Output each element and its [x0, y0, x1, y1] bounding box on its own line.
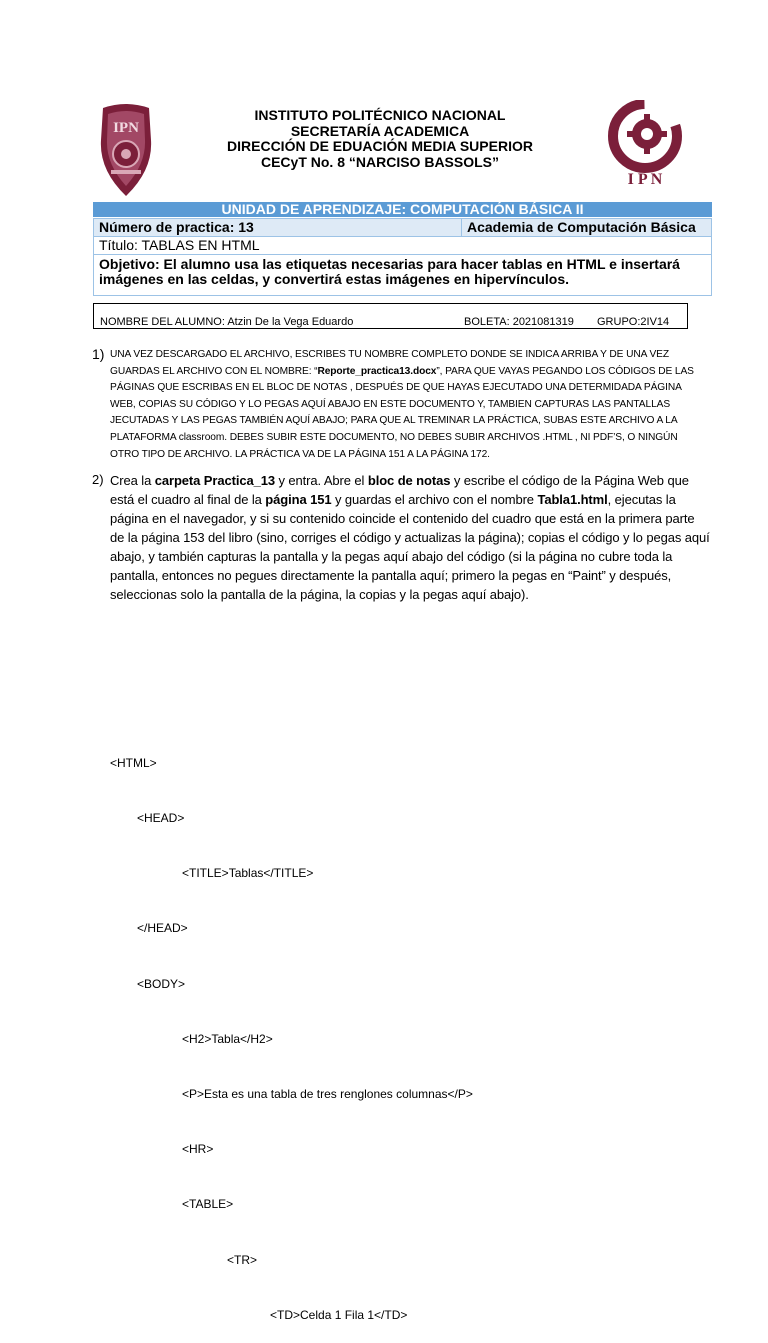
code-line: <HTML>: [110, 755, 157, 770]
practice-title-row: [94, 237, 712, 255]
practice-info-table: [93, 218, 712, 296]
code-line: <TD>Celda 1 Fila 1</TD>: [270, 1307, 408, 1322]
code-line: <H2>Tabla</H2>: [182, 1031, 273, 1046]
code-line: <TITLE>Tablas</TITLE>: [182, 866, 314, 881]
cecyt-logo-right-text: I P N: [627, 171, 663, 188]
code-line: <HR>: [182, 1142, 214, 1157]
item-2-notepad: bloc de notas: [367, 473, 451, 488]
item-2-paragraph: [110, 471, 710, 604]
item-2-text-e: , ejecutas la página en el navegador, y si su contenido coincide el contenido del cuadro que está en la primera parte de la página 153 del libro (sino, corriges el código y actualizas la página); copias el código y lo pegas aquí abajo, y también capturas la pantalla y la pegas aquí abajo del código (si la página no cubre toda la pantalla, entonces no pegues directamente la pantalla aquí; primero la pegas en “Paint” y después, seleccionas solo la pantalla de la página, la copias y la pegas aquí abajo).: [110, 492, 710, 602]
item-2-text-d: y guardas el archivo con el nombre: [331, 492, 538, 507]
item-2-text-c: y escribe el código de la Página Web que está el cuadro al final de la: [110, 473, 689, 507]
practice-title: Título: TABLAS EN HTML: [94, 237, 712, 255]
code-line: <HEAD>: [137, 811, 185, 826]
item-1-filename: Reporte_practica13.docx: [317, 365, 437, 377]
item-2-page: página 151: [265, 492, 332, 507]
practice-number: Número de practica: 13: [94, 219, 462, 237]
objective-text: Objetivo: El alumno usa las etiquetas necesarias para hacer tablas en HTML e insertará imágenes en las celdas, y convertirá estas imágenes en hipervínculos.: [94, 255, 712, 296]
school-name: CECyT No. 8 “NARCISO BASSOLS”: [260, 153, 500, 170]
code-line: <TR>: [227, 1252, 258, 1267]
html-code-block[interactable]: [110, 717, 473, 1343]
code-line: <TABLE>: [182, 1197, 234, 1212]
item-1-text-b: ”, PARA QUE VAYAS PEGANDO LOS CÓDIGOS DE LAS PÁGINAS QUE ESCRIBAS EN EL BLOC DE NOTAS , DESPUÉS DE QUE HAYAS EJECUTADO UNA DETERMIDADA PÁGINA WEB, COPIAS SU CÓDIGO Y LO PEGAS AQUÍ ABAJO EN ESTE DOCUMENTO Y, TAMBIEN CAPTURAS LAS PANTALLAS JECUTADAS Y LAS PEGAS TAMBIÉN AQUÍ ABAJO; PARA QUE AL TREMINAR LA PRÁCTICA, SUBAS ESTE ARCHIVO A LA PLATAFORMA classroom. DEBES SUBIR ESTE DOCUMENTO, NO DEBES SUBIR ARCHIVOS .HTML , NI PDF’S, O NINGÚN OTRO TIPO DE ARCHIVO. LA PRÁCTICA VA DE LA PÁGINA 151 A LA PÁGINA 172.: [110, 365, 694, 460]
student-info-box: [93, 303, 688, 329]
item-2-text-b: y entra. Abre el: [274, 473, 368, 488]
practice-number-row: [94, 219, 712, 237]
unit-title-bar: UNIDAD DE APRENDIZAJE: COMPUTACIÓN BÁSICA II: [93, 202, 712, 217]
direction-name: DIRECCIÓN DE EDUACIÓN MEDIA SUPERIOR: [227, 138, 533, 154]
student-name[interactable]: NOMBRE DEL ALUMNO: Atzin De la Vega Eduardo: [100, 316, 354, 328]
item-2-filename: Tabla1.html: [537, 492, 608, 507]
student-group[interactable]: GRUPO:2IV14: [597, 316, 670, 328]
academy-name: Academia de Computación Básica: [462, 219, 712, 237]
secretariat-name: SECRETARÍA ACADEMICA: [290, 122, 470, 139]
item-2-folder: carpeta Practica_13: [154, 473, 275, 488]
item-2-number: 2): [92, 472, 104, 487]
ipn-logo-left: [95, 100, 157, 198]
ipn-logo-left-text: IPN: [113, 120, 139, 136]
student-boleta[interactable]: BOLETA: 2021081319: [464, 316, 574, 328]
document-header: [190, 108, 570, 170]
item-1-number: 1): [92, 346, 105, 362]
item-2-text-a: Crea la: [110, 473, 155, 488]
objective-row: [94, 255, 712, 296]
code-line: <P>Esta es una tabla de tres renglones columnas</P>: [182, 1087, 473, 1102]
cecyt-logo-right: [603, 100, 687, 190]
item-1-text-a: UNA VEZ DESCARGADO EL ARCHIVO, ESCRIBES TU NOMBRE COMPLETO DONDE SE INDICA ARRIBA Y DE UNA VEZ GUARDAS EL ARCHIVO CON EL NOMBRE: “: [110, 349, 669, 377]
item-1-paragraph: [110, 347, 700, 463]
code-line: </HEAD>: [137, 921, 188, 936]
institution-name: INSTITUTO POLITÉCNICO NACIONAL: [254, 107, 506, 123]
code-line: <BODY>: [137, 976, 186, 991]
